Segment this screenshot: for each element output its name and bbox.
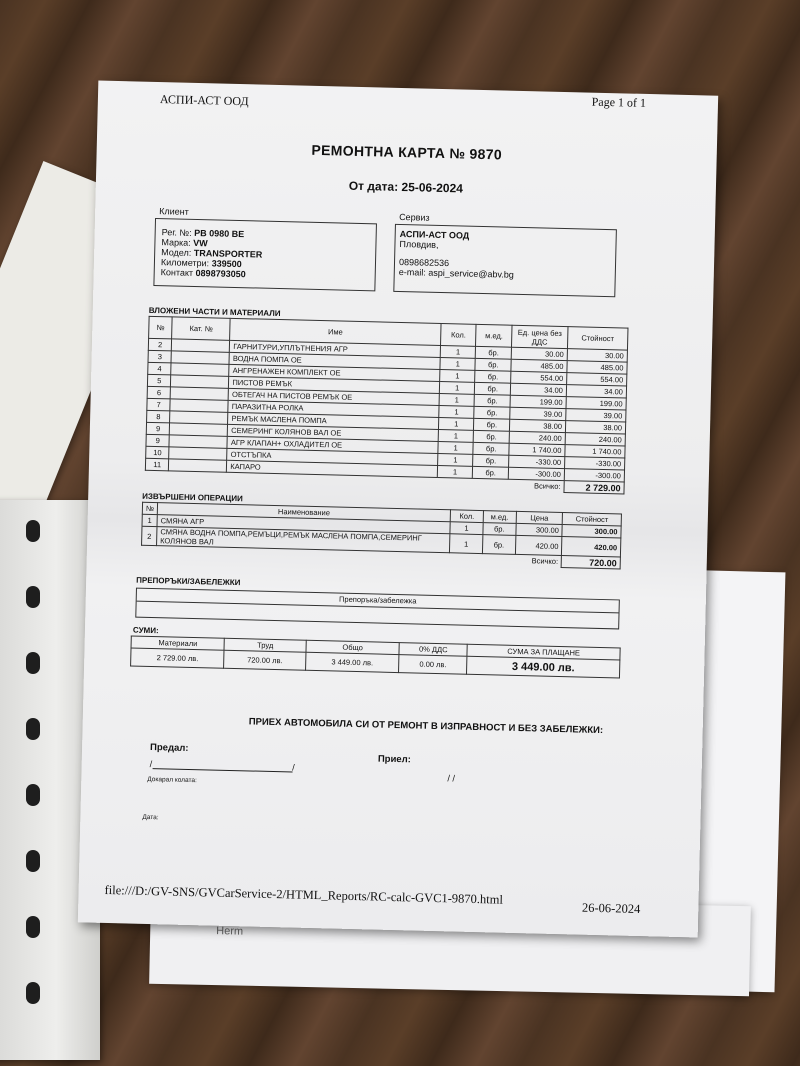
car-model: TRANSPORTER: [193, 247, 263, 260]
part-name: ОБТЕГАЧ НА ПИСТОВ РЕМЪК ОЕ: [228, 388, 439, 405]
service-label: Сервиз: [399, 211, 430, 223]
operations-table: № Наименование Кол. м.ед. Цена Стойност 1 СМЯНА АГР 1 бр. 300.00 300.00 2 СМЯНА ВОДНА ПОМПА,РЕМЪЦИ,РЕМЪК МАСЛЕНА ПОМПА,СЕМЕРИНГ КОЛЯНОВ ВАЛ 1 бр. 420.00 420.00 Всичко: 720.00: [141, 502, 622, 570]
quantity: 1: [439, 393, 475, 406]
row-number: 9: [146, 422, 170, 435]
line-total: -330.00: [565, 457, 625, 470]
line-total: 240.00: [565, 433, 625, 446]
part-name: СЕМЕРИНГ КОЛЯНОВ ВАЛ ОЕ: [228, 424, 439, 441]
sums-table: Материали Труд Общо 0% ДДС СУМА ЗА ПЛАЩАНЕ 2 729.00 лв. 720.00 лв. 3 449.00 лв. 0.00 лв. 3 449.00 лв.: [130, 636, 621, 679]
background-text-fragment-bottom: Herm: [216, 925, 244, 938]
sum-vat: 0.00 лв.: [399, 655, 467, 675]
price: 420.00: [515, 535, 562, 555]
line-total: 485.00: [567, 361, 627, 374]
row-number: 2: [148, 338, 172, 351]
line-total: 420.00: [562, 537, 621, 557]
unit-price: 199.00: [510, 395, 566, 408]
unit: бр.: [482, 535, 515, 555]
quantity: 1: [439, 405, 475, 418]
sums-section-title: СУМИ:: [132, 625, 159, 636]
row-number: 10: [146, 446, 170, 459]
footer-print-date: 26-06-2024: [581, 900, 641, 917]
part-name: АГР КЛАПАН+ ОХЛАДИТЕЛ ОЕ: [227, 436, 438, 453]
line-total: 300.00: [562, 525, 621, 538]
quantity: 1: [437, 453, 473, 466]
client-box: Рег. №: РВ 0980 ВЕ Марка: VW Модел: TRANSPORTER Километри: 339500 Контакт 0898793050: [153, 218, 377, 291]
operations-section-title: ИЗВЪРШЕНИ ОПЕРАЦИИ: [142, 491, 243, 504]
row-number: 2: [142, 526, 158, 545]
unit: бр.: [474, 406, 510, 419]
sum-labor: 720.00 лв.: [224, 650, 306, 670]
notes-header: Препоръка/забележка: [137, 589, 619, 614]
mileage: 339500: [211, 258, 242, 270]
row-number: 9: [146, 434, 170, 447]
sum-to-pay: 3 449.00 лв.: [467, 656, 620, 678]
brought-by-label: Докарал колата:: [147, 775, 197, 785]
quantity: 1: [440, 357, 476, 370]
operation-name: СМЯНА ВОДНА ПОМПА,РЕМЪЦИ,РЕМЪК МАСЛЕНА ПОМПА,СЕМЕРИНГ КОЛЯНОВ ВАЛ: [157, 527, 450, 553]
client-label: Клиент: [159, 206, 189, 217]
parts-table: № Кат. № Име Кол. м.ед. Ед. цена без ДДС Стойност 2 ГАРНИТУРИ,УПЛЪТНЕНИЯ АГР 1 бр. 30.00 30.00 3 ВОДНА ПОМПА ОЕ 1 бр. 485.00 485.00 4 АНГРЕНАЖЕН КОМПЛЕКТ ОЕ 1 бр. 554.00 554.00 5 ПИСТОВ РЕМЪК 1 бр. 34.00 34.00 6 ОБТЕГАЧ НА ПИСТОВ РЕМЪК ОЕ 1 бр. 199.00 199.00 7 ПАРАЗИТНА РОЛКА 1 бр. 39.00 39.00 8 РЕМЪК МАСЛЕНА ПОМПА 1 бр. 38.00 38.00 9 СЕМЕРИНГ КОЛЯНОВ ВАЛ ОЕ 1 бр. 240.00 240.00 9 АГР КЛАПАН+ ОХЛАДИТЕЛ ОЕ 1 бр. 1 740.00 1 740.00 10 ОТСТЪПКА 1 бр. -330.00 -330.00 11 КАПАРО 1 бр. -300.00 -300.00 Всичко: 2 729.00: [145, 316, 629, 495]
row-number: 11: [145, 458, 169, 471]
handed-label: Предал:: [149, 742, 189, 754]
unit-price: 30.00: [511, 347, 567, 360]
document-title: РЕМОНТНА КАРТА № 9870: [311, 141, 503, 163]
notes-box: [135, 588, 620, 630]
received-signature-line: / /: [447, 773, 456, 784]
unit-price: 1 740.00: [509, 443, 565, 456]
part-name: ГАРНИТУРИ,УПЛЪТНЕНИЯ АГР: [230, 340, 441, 357]
operations-total-label: Всичко:: [531, 556, 559, 567]
quantity: 1: [438, 429, 474, 442]
service-phone: 0898682536: [398, 256, 450, 269]
service-box: [393, 224, 617, 297]
unit: бр.: [473, 454, 509, 467]
quantity: 1: [437, 465, 473, 478]
line-total: 199.00: [566, 397, 626, 410]
unit: бр.: [474, 418, 510, 431]
row-number: 5: [147, 374, 171, 387]
part-name: ПИСТОВ РЕМЪК: [229, 376, 440, 393]
client-phone: 0898793050: [195, 267, 246, 280]
parts-total-value: 2 729.00: [564, 481, 624, 494]
unit: бр.: [474, 394, 510, 407]
unit-price: -330.00: [509, 455, 565, 468]
part-name: ПАРАЗИТНА РОЛКА: [228, 400, 439, 417]
quantity: 1: [439, 381, 475, 394]
parts-total-label: Всичко:: [533, 481, 561, 492]
date-label: Дата:: [142, 813, 159, 822]
line-total: 554.00: [567, 373, 627, 386]
quantity: 1: [440, 345, 476, 358]
line-total: 38.00: [565, 421, 625, 434]
repair-card-document: [78, 81, 718, 938]
sum-materials: 2 729.00 лв.: [131, 648, 225, 668]
quantity: 1: [438, 441, 474, 454]
unit-price: 554.00: [511, 371, 567, 384]
punch-holes: [26, 520, 46, 1048]
price: 300.00: [516, 523, 563, 536]
page-number: Page 1 of 1: [591, 94, 647, 110]
unit-price: 240.00: [509, 431, 565, 444]
quantity: 1: [450, 534, 483, 554]
service-city: Пловдив,: [399, 238, 439, 250]
received-label: Приел:: [377, 753, 411, 766]
company-header: АСПИ-АСТ ООД: [159, 92, 249, 109]
line-total: 1 740.00: [565, 445, 625, 458]
part-name: ВОДНА ПОМПА ОЕ: [229, 352, 440, 369]
sum-total: 3 449.00 лв.: [305, 652, 399, 672]
car-make: VW: [193, 237, 208, 249]
row-number: 8: [147, 410, 171, 423]
handed-signature-line: / /: [149, 759, 295, 773]
line-total: 39.00: [566, 409, 626, 422]
unit: бр.: [476, 346, 512, 359]
unit-price: 34.00: [510, 383, 566, 396]
row-number: 4: [148, 362, 172, 375]
part-name: КАПАРО: [227, 460, 438, 477]
line-total: 34.00: [566, 385, 626, 398]
operations-total-value: 720.00: [561, 556, 620, 569]
service-email: e-mail: aspi_service@abv.bg: [398, 266, 514, 280]
quantity: 1: [438, 417, 474, 430]
line-total: -300.00: [564, 469, 624, 482]
part-name: ОТСТЪПКА: [227, 448, 438, 465]
handover-statement: ПРИЕХ АВТОМОБИЛА СИ ОТ РЕМОНТ В ИЗПРАВНОСТ И БЕЗ ЗАБЕЛЕЖКИ:: [248, 716, 604, 737]
unit: бр.: [483, 523, 516, 536]
row-number: 3: [148, 350, 172, 363]
unit-price: 39.00: [510, 407, 566, 420]
parts-section-title: ВЛОЖЕНИ ЧАСТИ И МАТЕРИАЛИ: [148, 305, 281, 319]
notes-section-title: ПРЕПОРЪКИ/ЗАБЕЛЕЖКИ: [136, 575, 241, 588]
service-name: АСПИ-АСТ ООД: [399, 228, 470, 241]
row-number: 7: [147, 398, 171, 411]
unit: бр.: [474, 430, 510, 443]
document-date: От дата: 25-06-2024: [348, 178, 464, 196]
unit: бр.: [475, 370, 511, 383]
unit: бр.: [475, 358, 511, 371]
row-number: 1: [142, 514, 157, 526]
part-name: РЕМЪК МАСЛЕНА ПОМПА: [228, 412, 439, 429]
row-number: 6: [147, 386, 171, 399]
unit: бр.: [473, 442, 509, 455]
part-name: АНГРЕНАЖЕН КОМПЛЕКТ ОЕ: [229, 364, 440, 381]
footer-file-path: file:///D:/GV-SNS/GVCarService-2/HTML_Reports/RC-calc-GVC1-9870.html: [104, 882, 504, 907]
unit: бр.: [473, 466, 509, 479]
operation-name: СМЯНА АГР: [157, 515, 450, 534]
unit-price: -300.00: [508, 467, 564, 480]
unit-price: 485.00: [511, 359, 567, 372]
unit: бр.: [475, 382, 511, 395]
quantity: 1: [439, 369, 475, 382]
line-total: 30.00: [567, 349, 627, 362]
unit-price: 38.00: [509, 419, 565, 432]
reg-number: РВ 0980 ВЕ: [194, 227, 245, 240]
quantity: 1: [450, 522, 483, 535]
